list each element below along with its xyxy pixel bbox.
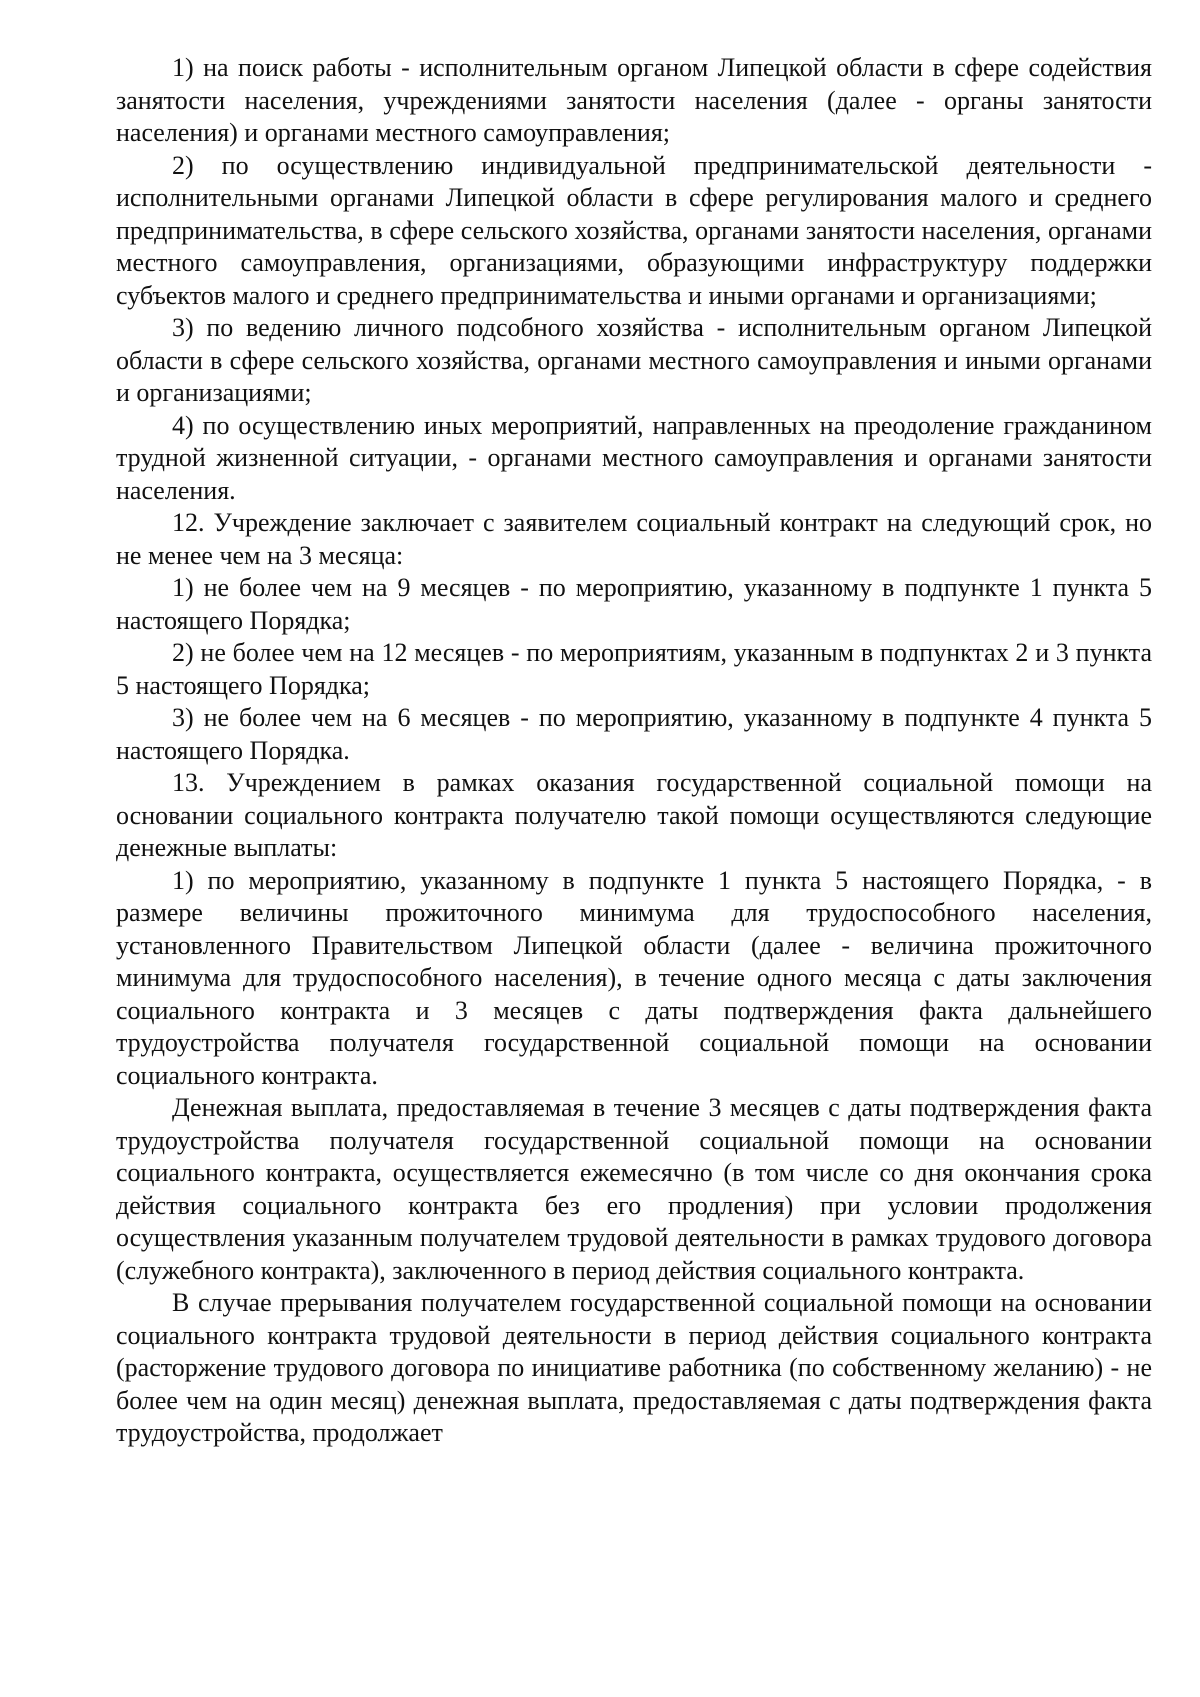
paragraph-item-4-other-measures: 4) по осуществлению иных мероприятий, направленных на преодоление гражданином трудной жизненной ситуации, - органами местного самоуправления и органами занятости населения. bbox=[116, 410, 1152, 505]
paragraph-interruption-case: В случае прерывания получателем государственной социальной помощи на основании социального контракта трудовой деятельности в период действия социального контракта (расторжение трудового договора по инициативе работника (по собственному желанию) - не более чем на один месяц) денежная выплата, предоставляемая с даты подтверждения факта трудоустройства, продолжает bbox=[116, 1288, 1152, 1447]
paragraph-clause-13: 13. Учреждением в рамках оказания государственной социальной помощи на основании социального контракта получателю такой помощи осуществляются следующие денежные выплаты: bbox=[116, 768, 1152, 862]
paragraph-item-2-entrepreneurship: 2) по осуществлению индивидуальной предпринимательской деятельности - исполнительными органами Липецкой области в сфере регулирования малого и среднего предпринимательства, в сфере сельского хозяйства, органами занятости населения, органами местного самоуправления, организациями, образующими инфраструктуру поддержки субъектов малого и среднего предпринимательства и иными органами и организациями; bbox=[116, 150, 1152, 310]
paragraph-term-12-months: 2) не более чем на 12 месяцев - по мероприятиям, указанным в подпунктах 2 и 3 пункта 5 настоящего Порядка; bbox=[116, 638, 1152, 700]
paragraph-term-6-months: 3) не более чем на 6 месяцев - по мероприятию, указанному в подпункте 4 пункта 5 настоящего Порядка. bbox=[116, 703, 1152, 765]
paragraph-clause-12: 12. Учреждение заключает с заявителем социальный контракт на следующий срок, но не менее чем на 3 месяца: bbox=[116, 508, 1152, 570]
paragraph-monthly-payment: Денежная выплата, предоставляемая в течение 3 месяцев с даты подтверждения факта трудоустройства получателя государственной социальной помощи на основании социального контракта, осуществляется ежемесячно (в том числе со дня окончания срока действия социального контракта без его продления) при условии продолжения осуществления указанным получателем трудовой деятельности в рамках трудового договора (служебного контракта), заключенного в период действия социального контракта. bbox=[116, 1093, 1152, 1285]
paragraph-item-1-job-search: 1) на поиск работы - исполнительным органом Липецкой области в сфере содействия занятости населения, учреждениями занятости населения (далее - органы занятости населения) и органами местного самоуправления; bbox=[116, 53, 1152, 147]
paragraph-item-3-household-farming: 3) по ведению личного подсобного хозяйства - исполнительным органом Липецкой области в сфере сельского хозяйства, органами местного самоуправления и иными органами и организациями; bbox=[116, 313, 1152, 407]
paragraph-term-9-months: 1) не более чем на 9 месяцев - по мероприятию, указанному в подпункте 1 пункта 5 настоящего Порядка; bbox=[116, 573, 1152, 635]
document-body bbox=[116, 52, 1152, 1450]
paragraph-payment-item-1: 1) по мероприятию, указанному в подпункте 1 пункта 5 настоящего Порядка, - в размере величины прожиточного минимума для трудоспособного населения, установленного Правительством Липецкой области (далее - величина прожиточного минимума для трудоспособного населения), в течение одного месяца с даты заключения социального контракта и 3 месяцев с даты подтверждения факта дальнейшего трудоустройства получателя государственной социальной помощи на основании социального контракта. bbox=[116, 865, 1152, 1090]
